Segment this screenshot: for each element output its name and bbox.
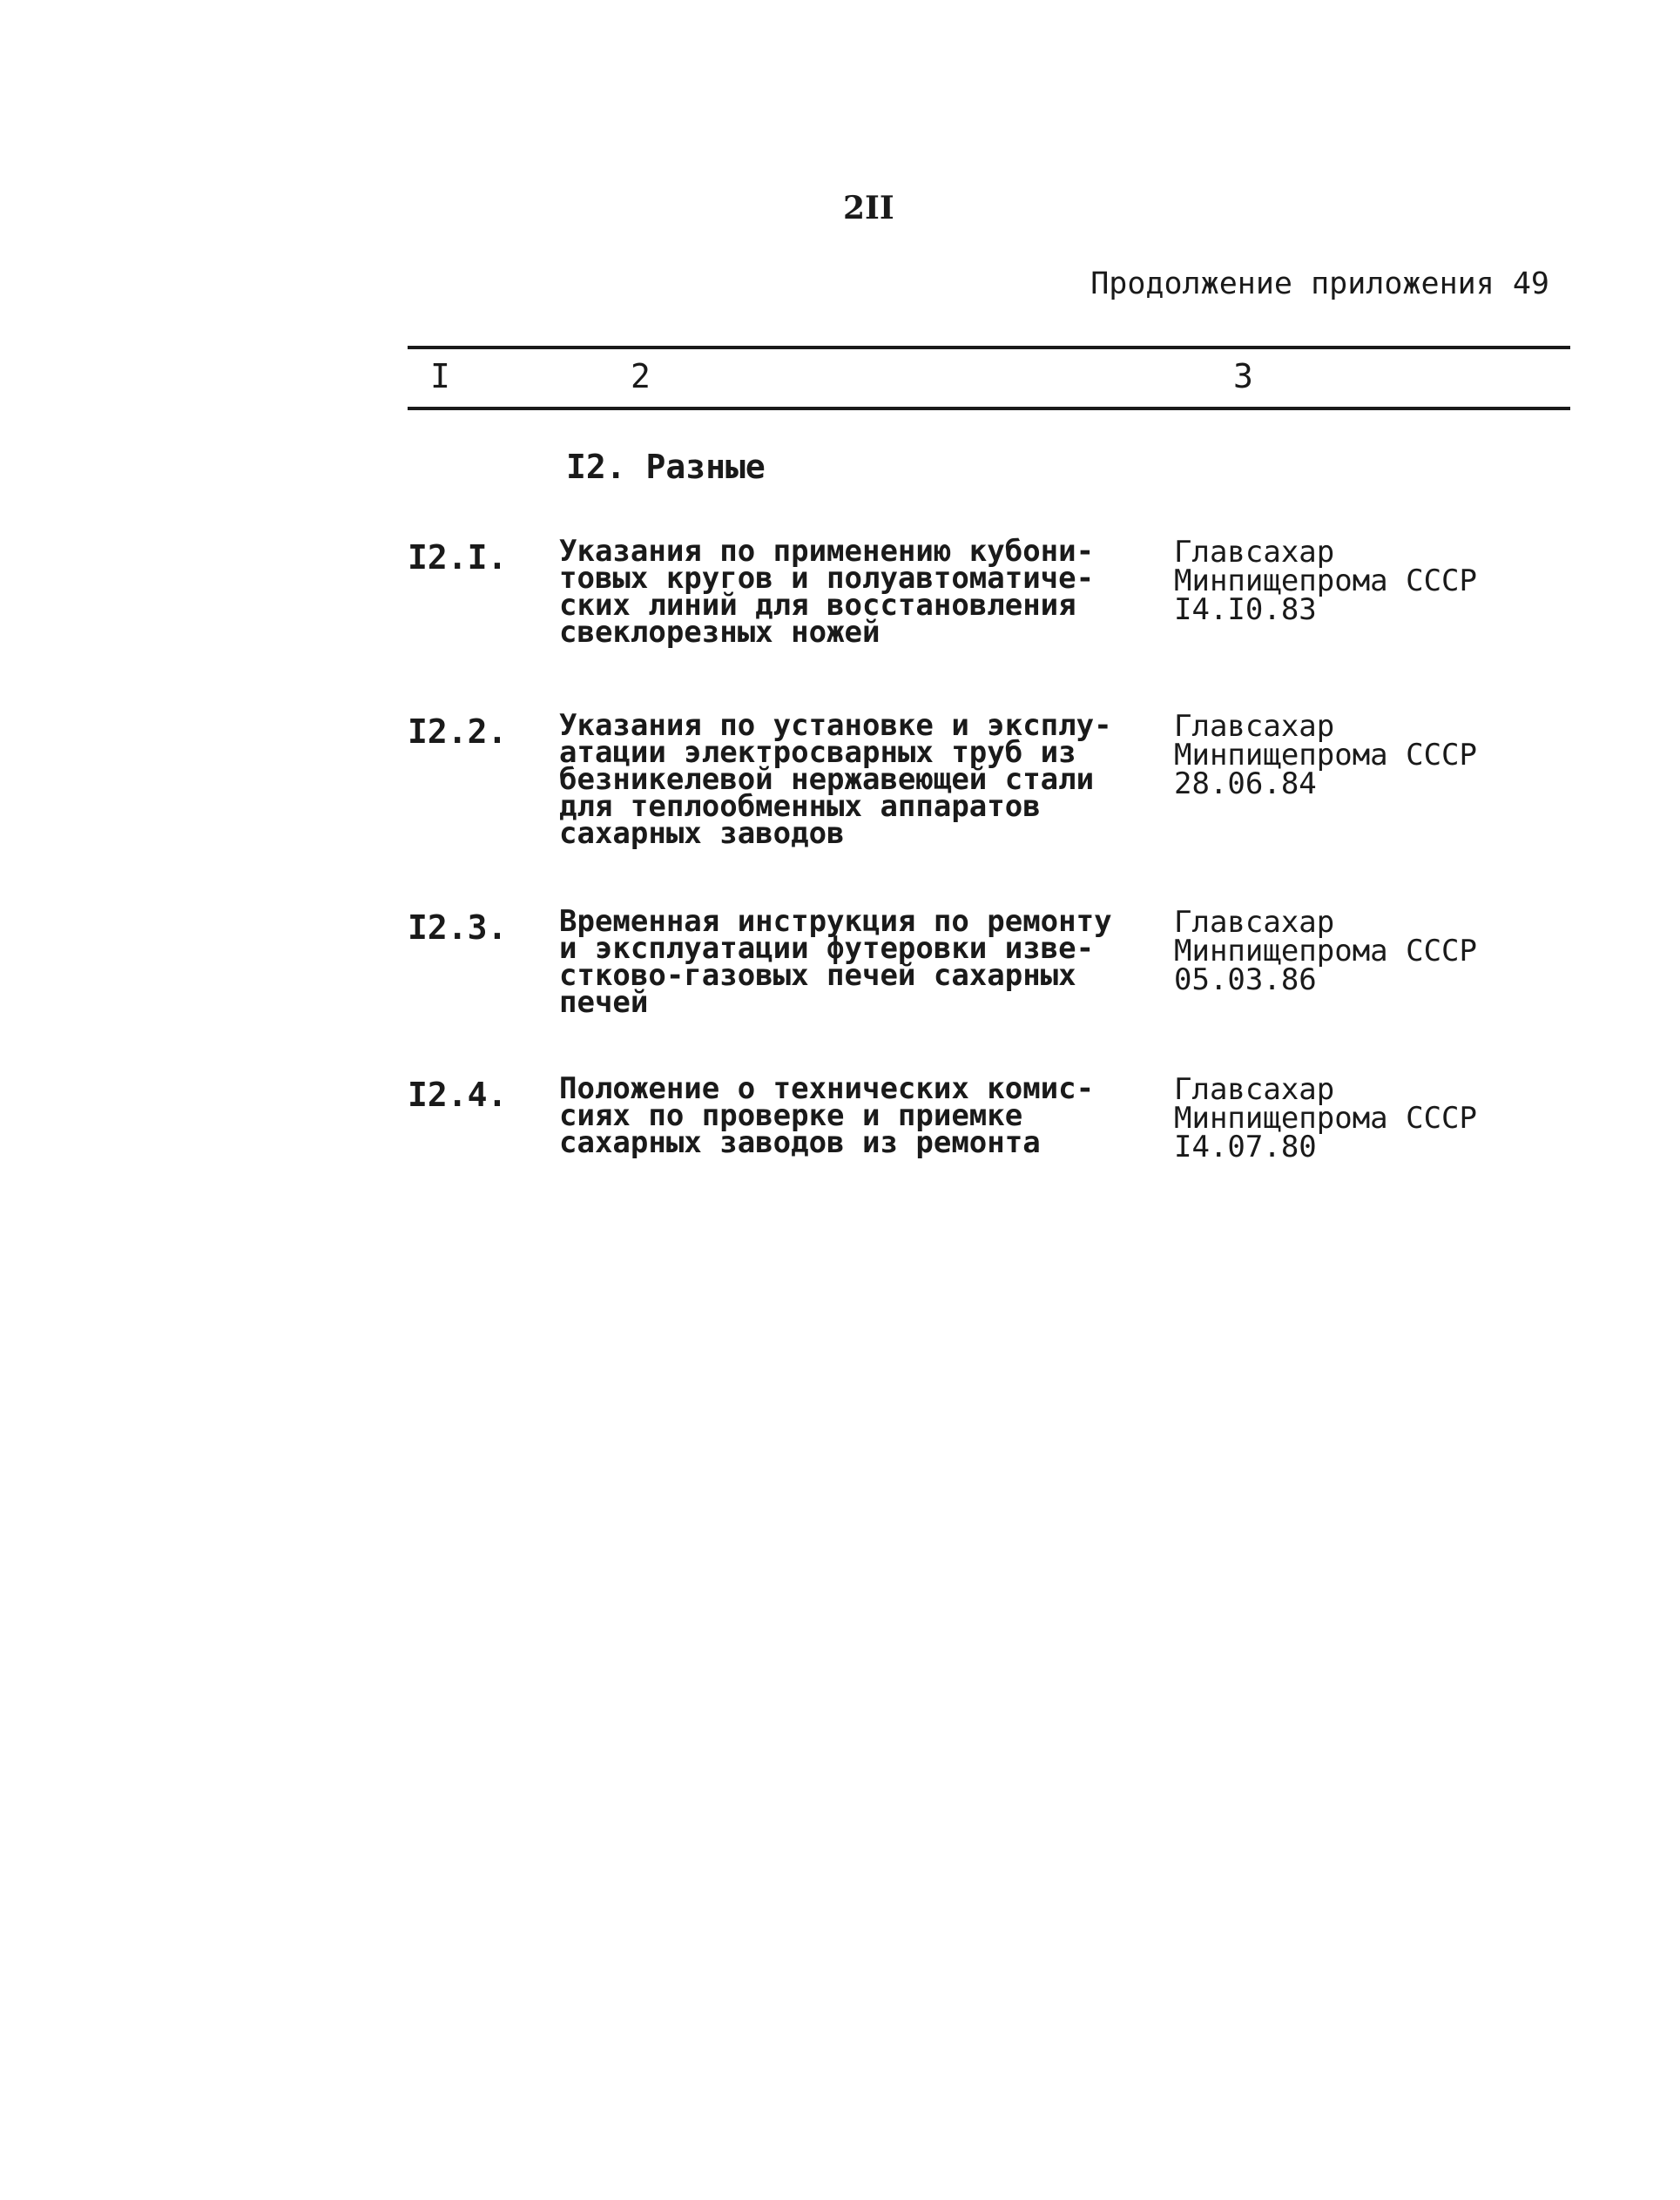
- entry-org-line: Главсахар: [1174, 535, 1335, 570]
- entry-title-line: Указания по установке и эксплу-: [559, 708, 1112, 743]
- entry-title-line: товых кругов и полуавтоматиче-: [559, 561, 1095, 596]
- entry-date: I4.07.80: [1174, 1130, 1317, 1164]
- entry-number: I2.4.: [408, 1076, 508, 1114]
- entry-number: I2.I.: [408, 538, 508, 577]
- entry-date: 05.03.86: [1174, 962, 1317, 997]
- entry-date: 28.06.84: [1174, 766, 1317, 801]
- entry-org-line: Минпищепрома СССР: [1174, 934, 1477, 968]
- entry-title-line: сахарных заводов из ремонта: [559, 1125, 1041, 1160]
- entry-title: [559, 904, 1151, 1020]
- entry-org-line: Главсахар: [1174, 905, 1335, 940]
- entry-title: [559, 534, 1151, 650]
- entry-number: I2.2.: [408, 712, 508, 751]
- table-top-rule: [408, 346, 1570, 349]
- entry-title-line: атации электросварных труб из: [559, 735, 1076, 770]
- entry-title-line: для теплообменных аппаратов: [559, 789, 1041, 824]
- column-header-1: I: [430, 357, 450, 395]
- column-header-3: 3: [1233, 357, 1253, 395]
- entry-organization: [1174, 1072, 1627, 1164]
- entry-org-line: Главсахар: [1174, 1072, 1335, 1107]
- continuation-label: Продолжение приложения 49: [1090, 267, 1549, 301]
- entry-org-line: Минпищепрома СССР: [1174, 563, 1477, 598]
- entry-date: I4.I0.83: [1174, 592, 1317, 627]
- entry-title-line: безникелевой нержавеющей стали: [559, 762, 1095, 797]
- column-header-2: 2: [631, 357, 651, 395]
- entry-organization: [1174, 535, 1627, 627]
- table-header-rule: [408, 407, 1570, 410]
- entry-organization: [1174, 905, 1627, 997]
- entry-org-line: Минпищепрома СССР: [1174, 1101, 1477, 1136]
- section-title: I2. Разные: [566, 448, 766, 486]
- entry-org-line: Минпищепрома СССР: [1174, 738, 1477, 773]
- entry-title-line: ских линий для восстановления: [559, 588, 1076, 623]
- entry-title-line: Временная инструкция по ремонту: [559, 904, 1112, 939]
- entry-title: [559, 708, 1151, 851]
- entry-title-line: и эксплуатации футеровки изве-: [559, 931, 1095, 966]
- entry-title-line: печей: [559, 985, 649, 1020]
- entry-title-line: стково-газовых печей сахарных: [559, 958, 1076, 993]
- entry-title-line: Указания по применению кубони-: [559, 534, 1095, 569]
- page-number: 2II: [843, 190, 894, 226]
- entry-title-line: сахарных заводов: [559, 816, 845, 851]
- entry-title-line: сиях по проверке и приемке: [559, 1098, 1023, 1133]
- entry-title: [559, 1071, 1151, 1160]
- entry-number: I2.3.: [408, 908, 508, 947]
- entry-title-line: свеклорезных ножей: [559, 615, 880, 650]
- entry-org-line: Главсахар: [1174, 709, 1335, 744]
- entry-title-line: Положение о технических комис-: [559, 1071, 1095, 1106]
- entry-organization: [1174, 709, 1627, 801]
